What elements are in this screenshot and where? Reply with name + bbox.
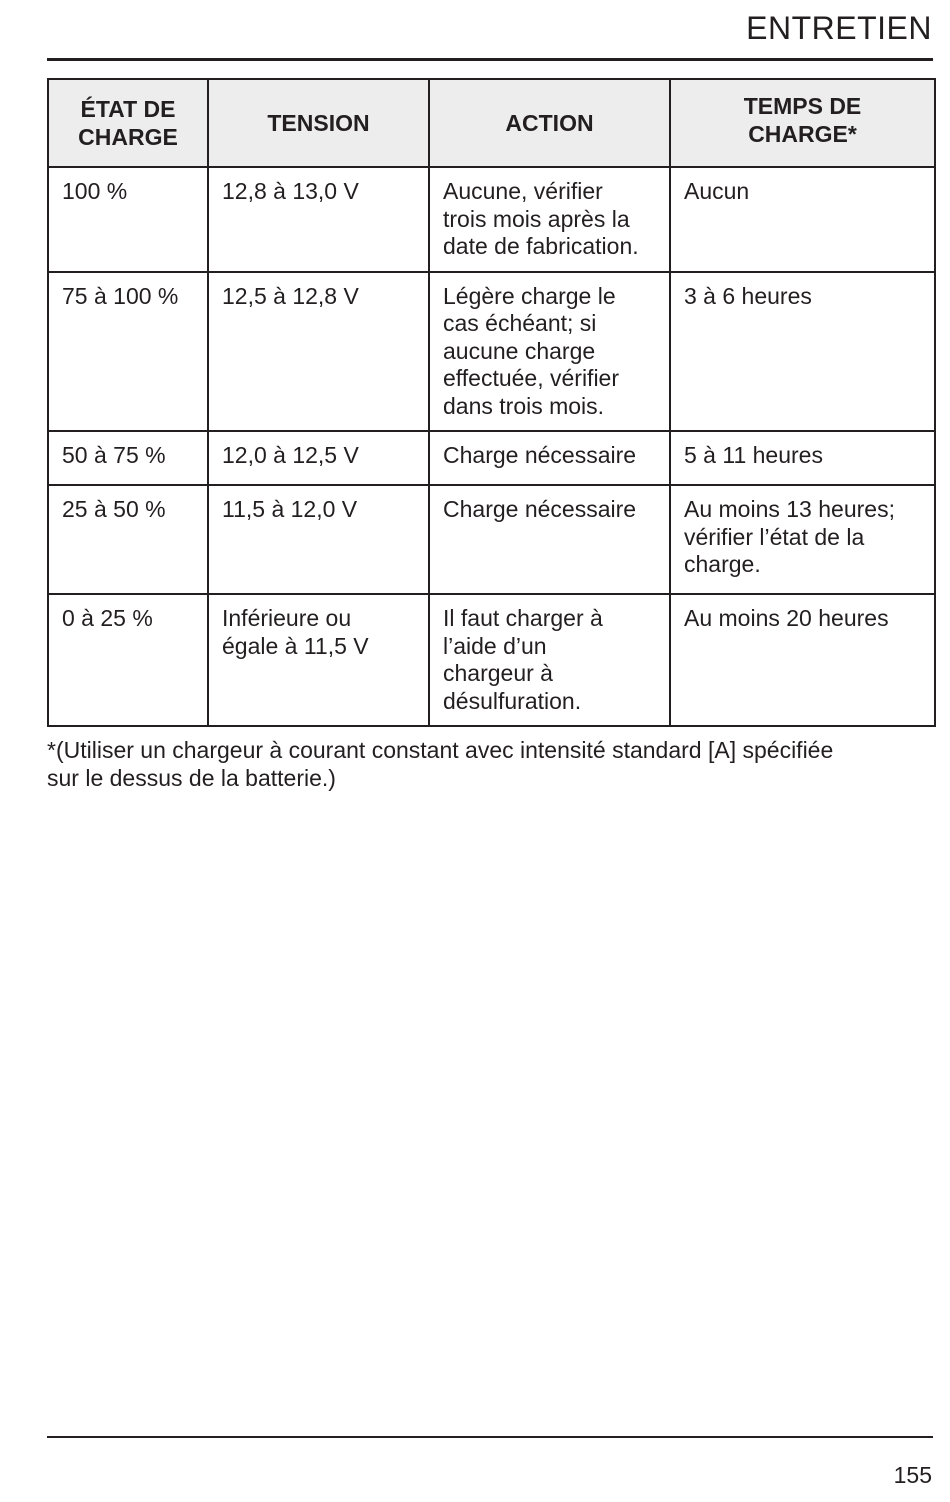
cell-temps: 3 à 6 heures bbox=[670, 272, 935, 432]
cell-tension: 12,0 à 12,5 V bbox=[208, 431, 429, 485]
table-footnote: *(Utiliser un chargeur à courant constant avec intensité standard [A] spécifiée sur le dessus de la batterie.) bbox=[47, 737, 834, 791]
cell-etat: 100 % bbox=[48, 167, 208, 272]
cell-action: Légère charge le cas échéant; si aucune charge effectuée, vérifier dans trois mois. bbox=[429, 272, 670, 432]
cell-action: Charge nécessaire bbox=[429, 485, 670, 594]
table-row bbox=[48, 272, 935, 432]
bottom-divider bbox=[47, 1436, 933, 1438]
cell-etat: 0 à 25 % bbox=[48, 594, 208, 726]
cell-action: Charge nécessaire bbox=[429, 431, 670, 485]
column-header-tension: TENSION bbox=[208, 79, 429, 167]
section-title: ENTRETIEN bbox=[746, 10, 932, 46]
cell-action: Il faut charger à l’aide d’un chargeur à désulfuration. bbox=[429, 594, 670, 726]
cell-temps: 5 à 11 heures bbox=[670, 431, 935, 485]
cell-temps: Au moins 20 heures bbox=[670, 594, 935, 726]
cell-tension: Inférieure ou égale à 11,5 V bbox=[208, 594, 429, 726]
table-row bbox=[48, 167, 935, 272]
table-row bbox=[48, 485, 935, 594]
column-header-etat: ÉTAT DE CHARGE bbox=[48, 79, 208, 167]
cell-action: Aucune, vérifier trois mois après la date de fabrication. bbox=[429, 167, 670, 272]
table-row bbox=[48, 431, 935, 485]
cell-temps: Au moins 13 heures; vérifier l’état de la charge. bbox=[670, 485, 935, 594]
cell-etat: 50 à 75 % bbox=[48, 431, 208, 485]
cell-etat: 25 à 50 % bbox=[48, 485, 208, 594]
table-header-row bbox=[48, 79, 935, 167]
cell-temps: Aucun bbox=[670, 167, 935, 272]
cell-tension: 11,5 à 12,0 V bbox=[208, 485, 429, 594]
page-number: 155 bbox=[893, 1462, 932, 1488]
battery-charge-table bbox=[47, 78, 936, 727]
column-header-temps: TEMPS DE CHARGE* bbox=[670, 79, 935, 167]
table-row bbox=[48, 594, 935, 726]
cell-tension: 12,5 à 12,8 V bbox=[208, 272, 429, 432]
cell-tension: 12,8 à 13,0 V bbox=[208, 167, 429, 272]
column-header-action: ACTION bbox=[429, 79, 670, 167]
top-divider bbox=[47, 58, 933, 61]
cell-etat: 75 à 100 % bbox=[48, 272, 208, 432]
